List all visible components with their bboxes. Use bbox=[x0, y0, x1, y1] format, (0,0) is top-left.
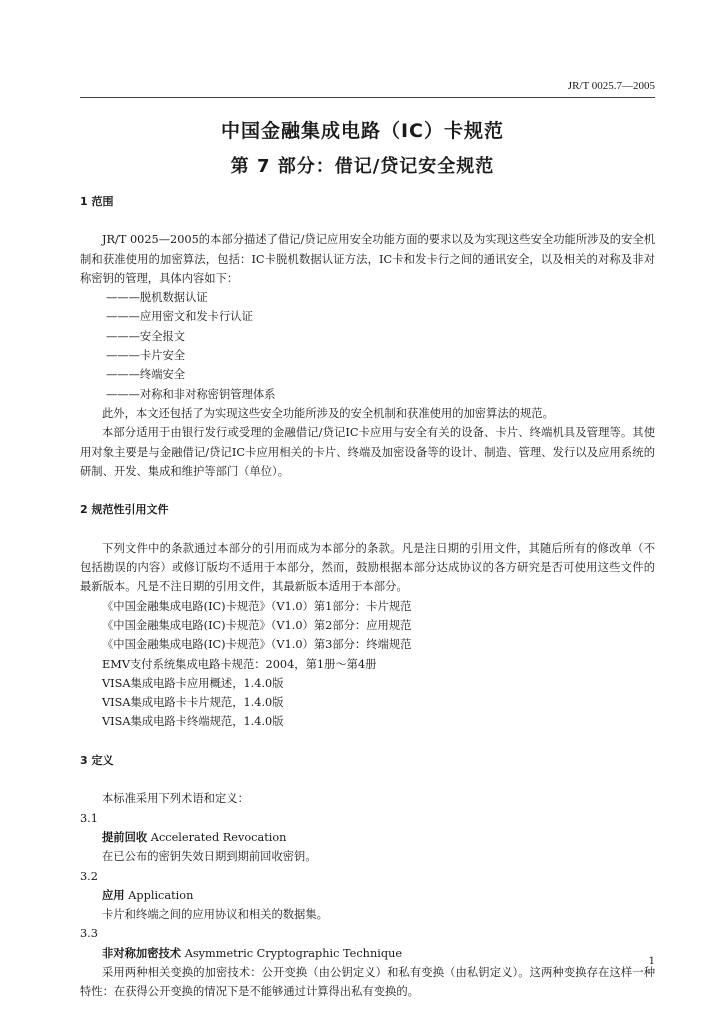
scope-item: ———卡片安全 bbox=[106, 349, 186, 363]
reference-item: EMV支付系统集成电路卡规范：2004，第1册～第4册 bbox=[102, 657, 377, 671]
term-title bbox=[80, 886, 655, 905]
term-definition: 采用两种相关变换的加密技术：公开变换（由公钥定义）和私有变换（由私钥定义）。这两种变换存在这样一种特性：在获得公开变换的情况下是不能够通过计算得出私有变换的。 bbox=[80, 965, 655, 999]
definitions-intro: 本标准采用下列术语和定义： bbox=[102, 792, 249, 806]
scope-item: ———安全报文 bbox=[106, 329, 186, 343]
part-title: 第 7 部分：借记/贷记安全规范 bbox=[230, 156, 495, 177]
header-rule bbox=[80, 97, 655, 98]
term-en: Accelerated Revocation bbox=[150, 830, 287, 844]
document-title: 中国金融集成电路（IC）卡规范 bbox=[220, 120, 504, 142]
scope-paragraph: 此外，本文还包括了为实现这些安全功能所涉及的安全机制和获准使用的加密算法的规范。 bbox=[102, 406, 554, 420]
term-title bbox=[80, 944, 655, 963]
scope-intro: JR/T 0025—2005的本部分描述了借记/贷记应用安全功能方面的要求以及为实现这些安全功能所涉及的安全机制和获准使用的加密算法，包括：IC卡脱机数据认证方法，IC卡和发卡行之间的通讯安全，以及相关的对称及非对称密钥的管理，具体内容如下： bbox=[80, 233, 655, 285]
section-heading-definitions: 3 定义 bbox=[80, 754, 114, 768]
reference-item: VISA集成电路卡终端规范，1.4.0版 bbox=[102, 715, 284, 729]
term-en: Application bbox=[128, 888, 194, 902]
scope-item: ———应用密文和发卡行认证 bbox=[106, 310, 253, 324]
term-zh: 提前回收 bbox=[102, 830, 148, 844]
document-body bbox=[80, 192, 655, 1002]
term-title bbox=[80, 828, 655, 847]
scope-paragraph: 本部分适用于由银行发行或受理的金融借记/贷记IC卡应用与安全有关的设备、卡片、终端机具及管理等。其使用对象主要是与金融借记/贷记IC卡应用相关的卡片、终端及加密设备等的设计、制造、管理、发行以及应用系统的研制、开发、集成和维护等部门（单位）。 bbox=[80, 426, 655, 478]
scope-item: ———终端安全 bbox=[106, 368, 186, 382]
term-number: 3.2 bbox=[80, 869, 98, 883]
term-definition: 在已公布的密钥失效日期到期前回收密钥。 bbox=[102, 850, 317, 864]
reference-item: VISA集成电路卡卡片规范，1.4.0版 bbox=[102, 696, 284, 710]
scope-item: ———脱机数据认证 bbox=[106, 291, 208, 305]
term-en: Asymmetric Cryptographic Technique bbox=[184, 946, 403, 960]
term-zh: 非对称加密技术 bbox=[102, 946, 182, 960]
reference-item: VISA集成电路卡应用概述，1.4.0版 bbox=[102, 676, 284, 690]
term-number: 3.3 bbox=[80, 927, 98, 941]
term-zh: 应用 bbox=[102, 888, 125, 902]
standard-number: JR/T 0025.7—2005 bbox=[567, 80, 655, 92]
section-heading-references: 2 规范性引用文件 bbox=[80, 503, 169, 517]
references-intro: 下列文件中的条款通过本部分的引用而成为本部分的条款。凡是注日期的引用文件，其随后所有的修改单（不包括勘误的内容）或修订版均不适用于本部分，然而，鼓励根据本部分达成协议的各方研究是否可使用这些文件的最新版本。凡是不注日期的引用文件，其最新版本适用于本部分。 bbox=[80, 541, 655, 594]
section-heading-scope: 1 范围 bbox=[80, 195, 114, 208]
scope-item: ———对称和非对称密钥管理体系 bbox=[106, 387, 276, 401]
reference-item: 《中国金融集成电路(IC)卡规范》（V1.0）第2部分：应用规范 bbox=[102, 618, 412, 632]
term-number: 3.1 bbox=[80, 811, 98, 825]
reference-item: 《中国金融集成电路(IC)卡规范》（V1.0）第3部分：终端规范 bbox=[102, 638, 412, 652]
page-number: 1 bbox=[648, 956, 655, 967]
term-definition: 卡片和终端之间的应用协议和相关的数据集。 bbox=[102, 908, 328, 922]
reference-item: 《中国金融集成电路(IC)卡规范》（V1.0）第1部分：卡片规范 bbox=[102, 599, 412, 613]
